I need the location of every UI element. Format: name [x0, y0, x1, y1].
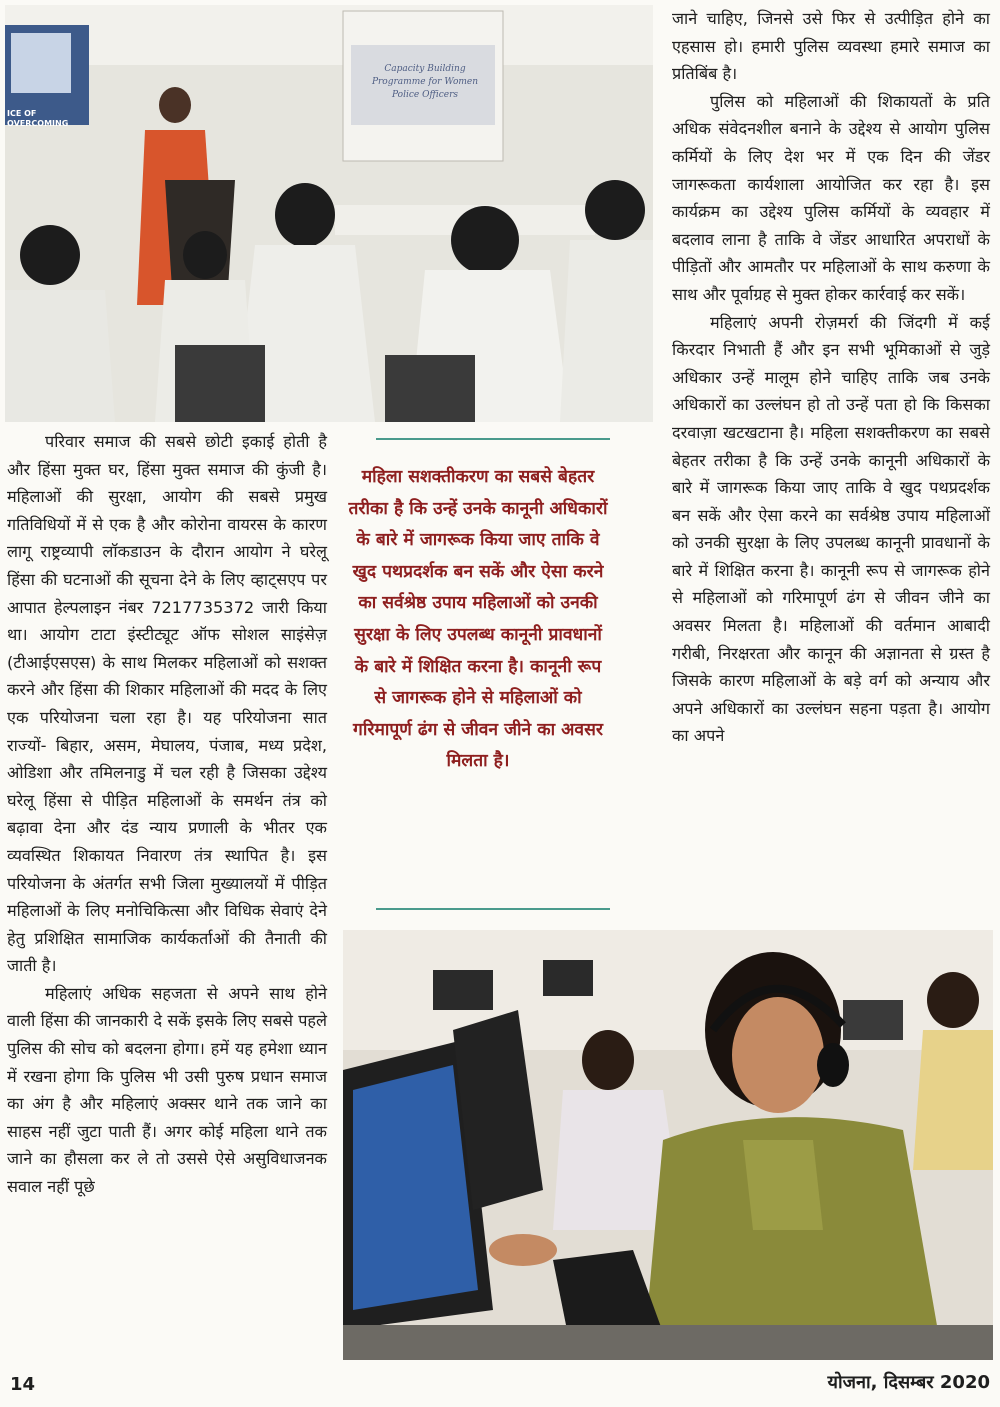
left-text-column	[7, 428, 327, 1201]
photo-police-workshop	[5, 5, 653, 422]
left-paragraph-2: महिलाएं अधिक सहजता से अपने साथ होने वाली हिंसा की जानकारी दे सकें इसके लिए सबसे पहले पुलिस की सोच को बदलना होगा। हमें यह हमेशा ध्यान में रखना होगा कि पुलिस भी उसी पुरुष प्रधान समाज का अंग है और महिलाएं अक्सर थाने तक जाने का साहस नहीं जुटा पाती हैं। अगर कोई महिला थाने तक जाने का हौसला कर ले तो उससे ऐसे असुविधाजनक सवाल नहीं पूछे	[7, 983, 327, 1197]
pull-quote-top-rule	[376, 438, 610, 440]
page-number: 14	[10, 1374, 36, 1395]
poster-text: ICE OF OVERCOMING	[7, 109, 69, 128]
pull-quote-bottom-rule	[376, 908, 610, 910]
right-paragraph-1: पुलिस को महिलाओं की शिकायतों के प्रति अधिक संवेदनशील बनाने के उद्देश्य से आयोग पुलिस कर्मियों के लिए देश भर में एक दिन की जेंडर जागरूकता कार्यशाला आयोजित कर रहा है। इस कार्यक्रम का उद्देश्य पुलिस कर्मियों के व्यवहार में बदलाव लाना है ताकि वे जेंडर आधारित अपराधों के पीड़ितों और आमतौर पर महिलाओं के साथ करुणा के साथ और पूर्वाग्रह से मुक्त होकर कार्रवाई कर सकें।	[672, 91, 990, 304]
photo-helpline-operators-illustration	[343, 930, 993, 1360]
right-continuation: जाने चाहिए, जिनसे उसे फिर से उत्पीड़ित होने का एहसास हो। हमारी पुलिस व्यवस्था हमारे समाज का प्रतिबिंब है।	[672, 9, 990, 84]
photo-police-workshop-illustration	[5, 5, 653, 422]
pull-quote	[346, 438, 610, 918]
right-paragraph-2: महिलाएं अपनी रोज़मर्रा की जिंदगी में कई किरदार निभाती हैं और इन सभी भूमिकाओं से जुड़े अधिकार उन्हें मालूम होने चाहिए ताकि जब उनके अधिकारों का उल्लंघन हो तो उन्हें पता हो कि किसका दरवाज़ा खटखटाना है। महिला सशक्तीकरण का सबसे बेहतर तरीका है कि उन्हें उनके कानूनी अधिकारों के बारे में जागरूक किया जाए ताकि वे खुद पथप्रदर्शक बन सकें और ऐसा करने का सर्वश्रेष्ठ उपाय महिलाओं को उनकी सुरक्षा के लिए उपलब्ध कानूनी प्रावधानों के बारे में शिक्षित करना है। कानूनी रूप से जागरूक होने से महिलाओं को गरिमापूर्ण ढंग से जीवन जीने का अवसर मिलता है। महिलाओं की वर्तमान आबादी गरीबी, निरक्षरता और कानून की अज्ञानता से ग्रस्त है जिसके कारण महिलाओं के बड़े वर्ग को अन्याय और अपने अधिकारों का उल्लंघन सहना पड़ता है। आयोग का अपने	[672, 312, 990, 746]
photo-helpline-operators	[343, 930, 993, 1360]
pull-quote-text: महिला सशक्तीकरण का सबसे बेहतर तरीका है कि उन्हें उनके कानूनी अधिकारों के बारे में जागरूक किया जाए ताकि वे खुद पथप्रदर्शक बन सकें और ऐसा करने का सर्वश्रेष्ठ उपाय महिलाओं को उनकी सुरक्षा के लिए उपलब्ध कानूनी प्रावधानों के बारे में शिक्षित करना है। कानूनी रूप से जागरूक होने से महिलाओं को गरिमापूर्ण ढंग से जीवन जीने का अवसर मिलता है।	[348, 467, 608, 772]
projection-screen-text: Capacity Building Programme for Women Police Officers	[371, 64, 479, 100]
magazine-folio: योजना, दिसम्बर 2020	[827, 1372, 990, 1393]
right-text-column	[672, 5, 990, 750]
left-paragraph-1: परिवार समाज की सबसे छोटी इकाई होती है और हिंसा मुक्त घर, हिंसा मुक्त समाज की कुंजी है। महिलाओं की सुरक्षा, आयोग की सबसे प्रमुख गतिविधियों में से एक है और कोरोना वायरस के कारण लागू राष्ट्रव्यापी लॉकडाउन के दौरान आयोग ने घरेलू हिंसा की घटनाओं की सूचना देने के लिए व्हाट्सएप पर आपात हेल्पलाइन नंबर 7217735372 जारी किया था। आयोग टाटा इंस्टीट्यूट ऑफ सोशल साइंसेज़ (टीआईएसएस) के साथ मिलकर महिलाओं को सशक्त करने और हिंसा की शिकार महिलाओं की मदद के लिए एक परियोजना चला रहा है। यह परियोजना सात राज्यों- बिहार, असम, मेघालय, पंजाब, मध्य प्रदेश, ओडिशा और तमिलनाडु में चल रही है जिसका उद्देश्य घरेलू हिंसा से पीड़ित महिलाओं के समर्थन तंत्र को बढ़ावा देना और दंड न्याय प्रणाली के भीतर एक व्यवस्थित शिकायत निवारण तंत्र स्थापित है। इस परियोजना के अंतर्गत सभी जिला मुख्यालयों में पीड़ित महिलाओं के लिए मनोचिकित्सा और विधिक सेवाएं देने हेतु प्रशिक्षित सामाजिक कार्यकर्ताओं की तैनाती की जाती है।	[7, 432, 327, 976]
